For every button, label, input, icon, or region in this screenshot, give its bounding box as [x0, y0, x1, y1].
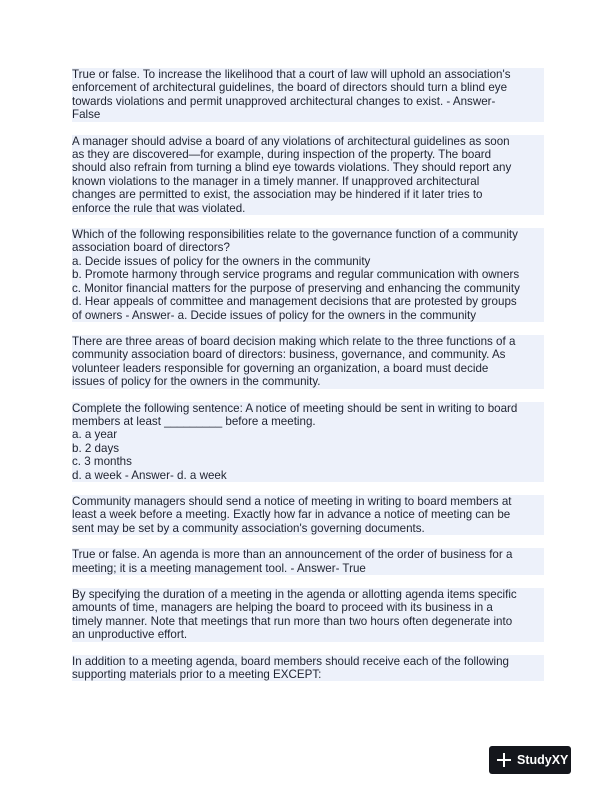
paragraph-4	[72, 335, 544, 389]
studyxy-watermark-badge[interactable]	[489, 746, 571, 774]
plus-icon	[497, 753, 511, 767]
text-line: issues of policy for the owners in the community.	[72, 375, 544, 388]
text-line: A manager should advise a board of any violations of architectural guidelines as soon	[72, 135, 544, 148]
text-line: amounts of time, managers are helping the board to proceed with its business in a	[72, 601, 544, 614]
text-line: d. Hear appeals of committee and management decisions that are protested by groups	[72, 295, 544, 308]
text-line: of owners - Answer- a. Decide issues of policy for the owners in the community	[72, 309, 544, 322]
text-line: d. a week - Answer- d. a week	[72, 469, 544, 482]
paragraph-9	[72, 655, 544, 682]
document-body	[72, 68, 544, 694]
text-line: changes are permitted to exist, the association may be hindered if it later tries to	[72, 188, 544, 201]
paragraph-5	[72, 402, 544, 482]
text-line: members at least _________ before a meeting.	[72, 415, 544, 428]
text-line: supporting materials prior to a meeting EXCEPT:	[72, 668, 544, 681]
text-line: There are three areas of board decision making which relate to the three functions of a	[72, 335, 544, 348]
paragraph-8	[72, 588, 544, 642]
text-line: meeting; it is a meeting management tool. - Answer- True	[72, 562, 544, 575]
text-line: False	[72, 108, 544, 121]
text-line: least a week before a meeting. Exactly how far in advance a notice of meeting can be	[72, 508, 544, 521]
text-line: Complete the following sentence: A notice of meeting should be sent in writing to board	[72, 402, 544, 415]
watermark-brand-label: StudyXY	[517, 753, 569, 767]
text-line: Community managers should send a notice of meeting in writing to board members at	[72, 495, 544, 508]
paragraph-7	[72, 548, 544, 575]
text-line: sent may be set by a community association's governing documents.	[72, 522, 544, 535]
text-line: timely manner. Note that meetings that run more than two hours often degenerate into	[72, 615, 544, 628]
text-line: c. Monitor financial matters for the purpose of preserving and enhancing the community	[72, 282, 544, 295]
text-line: volunteer leaders responsible for governing an organization, a board must decide	[72, 362, 544, 375]
text-line: True or false. An agenda is more than an announcement of the order of business for a	[72, 548, 544, 561]
paragraph-3	[72, 228, 544, 322]
text-line: should also refrain from turning a blind eye towards violations. They should report any	[72, 161, 544, 174]
text-line: community association board of directors: business, governance, and community. As	[72, 348, 544, 361]
paragraph-2	[72, 135, 544, 215]
text-line: association board of directors?	[72, 241, 544, 254]
text-line: By specifying the duration of a meeting in the agenda or allotting agenda items specific	[72, 588, 544, 601]
text-line: b. 2 days	[72, 442, 544, 455]
text-line: True or false. To increase the likelihood that a court of law will uphold an association's	[72, 68, 544, 81]
text-line: as they are discovered—for example, during inspection of the property. The board	[72, 148, 544, 161]
text-line: towards violations and permit unapproved architectural changes to exist. - Answer-	[72, 95, 544, 108]
paragraph-6	[72, 495, 544, 535]
text-line: b. Promote harmony through service programs and regular communication with owners	[72, 268, 544, 281]
text-line: In addition to a meeting agenda, board members should receive each of the following	[72, 655, 544, 668]
text-line: a. Decide issues of policy for the owners in the community	[72, 255, 544, 268]
text-line: an unproductive effort.	[72, 628, 544, 641]
text-line: enforce the rule that was violated.	[72, 202, 544, 215]
text-line: enforcement of architectural guidelines, the board of directors should turn a blind eye	[72, 81, 544, 94]
text-line: c. 3 months	[72, 455, 544, 468]
text-line: a. a year	[72, 428, 544, 441]
text-line: known violations to the manager in a timely manner. If unapproved architectural	[72, 175, 544, 188]
text-line: Which of the following responsibilities relate to the governance function of a community	[72, 228, 544, 241]
paragraph-1	[72, 68, 544, 122]
